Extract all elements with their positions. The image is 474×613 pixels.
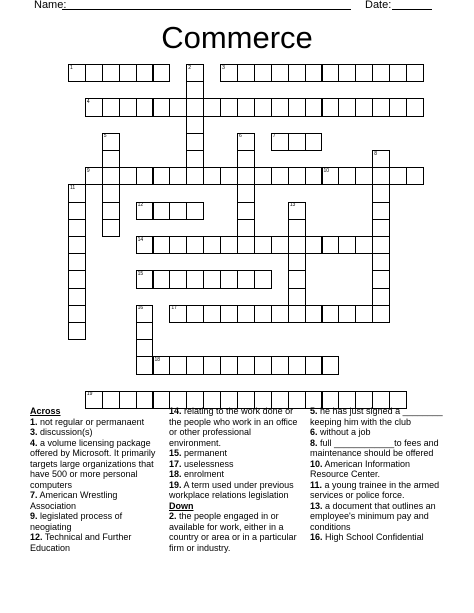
grid-cell[interactable]	[85, 98, 103, 116]
grid-cell[interactable]	[68, 322, 86, 340]
cell-number: 12	[137, 202, 144, 209]
clues-column-2	[169, 406, 304, 553]
clue-text: High School Confidential	[325, 532, 424, 542]
grid-cell[interactable]	[288, 133, 306, 151]
clue-text: a young trainee in the armed services or police force.	[310, 479, 440, 500]
page-title: Commerce	[161, 20, 313, 55]
clue-number: 7.	[30, 490, 38, 500]
grid-cell[interactable]	[338, 305, 356, 323]
cell-number: 9	[86, 167, 90, 174]
grid-cell[interactable]	[220, 270, 238, 288]
grid-cell[interactable]	[220, 64, 238, 82]
grid-cell[interactable]	[322, 64, 340, 82]
grid-cell[interactable]	[254, 356, 272, 374]
grid-cell[interactable]	[220, 98, 238, 116]
clue-number: 5.	[310, 406, 318, 416]
cell-number: 11	[70, 184, 76, 191]
grid-cell[interactable]	[237, 64, 255, 82]
grid-cell[interactable]	[389, 98, 407, 116]
grid-cell[interactable]	[119, 64, 137, 82]
name-field[interactable]	[62, 9, 351, 10]
grid-cell[interactable]	[305, 356, 323, 374]
grid-cell[interactable]	[153, 236, 171, 254]
grid-cell[interactable]	[305, 64, 323, 82]
clue-text: Technical and Further Education	[30, 532, 132, 553]
clues-column-1	[30, 406, 162, 553]
grid-cell[interactable]	[271, 167, 289, 185]
grid-cell[interactable]	[68, 236, 86, 254]
down-heading: Down	[169, 500, 194, 511]
grid-cell[interactable]	[85, 64, 103, 82]
grid-cell[interactable]	[372, 64, 390, 82]
grid-cell[interactable]	[372, 219, 390, 237]
clue-number: 15.	[169, 448, 182, 458]
grid-cell[interactable]	[136, 202, 154, 220]
clue-text: a document that outlines an employee's minimum pay and conditions	[310, 500, 436, 532]
grid-cell[interactable]	[305, 167, 323, 185]
grid-cell[interactable]	[372, 150, 390, 168]
clue-number: 16.	[310, 532, 323, 542]
grid-cell[interactable]	[186, 98, 204, 116]
grid-cell[interactable]	[102, 202, 120, 220]
grid-cell[interactable]	[237, 167, 255, 185]
grid-cell[interactable]	[355, 167, 373, 185]
clue-text: a volume licensing package offered by Microsoft. It primarily targets large organizations that have 500 or more personal computers	[30, 437, 156, 490]
grid-cell[interactable]	[355, 64, 373, 82]
cell-number: 3	[222, 64, 225, 71]
grid-cell[interactable]	[322, 305, 340, 323]
clue-number: 6.	[310, 427, 318, 437]
grid-cell[interactable]	[68, 270, 86, 288]
grid-cell[interactable]	[254, 305, 272, 323]
grid-cell[interactable]	[372, 253, 390, 271]
date-field[interactable]	[392, 9, 432, 10]
clue-item	[169, 459, 304, 470]
grid-cell[interactable]	[169, 305, 187, 323]
clue-number: 14.	[169, 406, 182, 416]
clue-text: American Wrestling Association	[30, 490, 118, 511]
grid-cell[interactable]	[136, 339, 154, 357]
clue-text: he has just signed a ________ keeping him with the club	[310, 406, 443, 427]
grid-cell[interactable]	[406, 167, 424, 185]
across-clue-list	[169, 406, 304, 501]
clue-text: legislated process of neogiating	[30, 511, 123, 532]
grid-cell[interactable]	[102, 219, 120, 237]
grid-cell[interactable]	[254, 236, 272, 254]
grid-cell[interactable]	[186, 81, 204, 99]
cell-number: 17	[171, 305, 177, 312]
cell-number: 5	[103, 133, 107, 140]
grid-cell[interactable]	[271, 305, 289, 323]
grid-cell[interactable]	[220, 236, 238, 254]
grid-cell[interactable]	[186, 64, 204, 82]
grid-cell[interactable]	[288, 167, 306, 185]
grid-cell[interactable]	[102, 150, 120, 168]
grid-cell[interactable]	[102, 167, 120, 185]
cell-number: 1	[70, 64, 73, 71]
grid-cell[interactable]	[68, 184, 86, 202]
grid-cell[interactable]	[254, 64, 272, 82]
grid-cell[interactable]	[153, 356, 171, 374]
clue-item	[169, 406, 304, 448]
across-clue-list	[30, 417, 162, 554]
grid-cell[interactable]	[322, 236, 340, 254]
grid-cell[interactable]	[186, 116, 204, 134]
grid-cell[interactable]	[237, 219, 255, 237]
clue-text: the people engaged in or available for work, either in a country or area or in a particular firm or industry.	[169, 511, 297, 553]
grid-cell[interactable]	[119, 167, 137, 185]
cell-number: 6	[239, 133, 242, 140]
grid-cell[interactable]	[186, 202, 204, 220]
grid-cell[interactable]	[169, 270, 187, 288]
cell-number: 18	[154, 356, 161, 363]
down-clue-list	[310, 406, 445, 543]
grid-cell[interactable]	[186, 356, 204, 374]
grid-cell[interactable]	[102, 98, 120, 116]
cell-number: 13	[289, 202, 296, 209]
grid-cell[interactable]	[288, 219, 306, 237]
grid-cell[interactable]	[153, 98, 171, 116]
grid-cell[interactable]	[237, 133, 255, 151]
clue-number: 8.	[310, 437, 318, 448]
clue-text: without a job	[320, 427, 371, 437]
clue-number: 4.	[30, 437, 38, 448]
grid-cell[interactable]	[355, 98, 373, 116]
grid-cell[interactable]	[220, 356, 238, 374]
clue-number: 11.	[310, 479, 323, 490]
grid-cell[interactable]	[203, 167, 221, 185]
grid-cell[interactable]	[136, 98, 154, 116]
clue-item	[310, 532, 445, 543]
grid-cell[interactable]	[372, 270, 390, 288]
clue-number: 19.	[169, 479, 182, 490]
clue-item	[30, 532, 162, 553]
grid-cell[interactable]	[288, 98, 306, 116]
clue-item	[310, 427, 445, 438]
grid-cell[interactable]	[406, 98, 424, 116]
grid-cell[interactable]	[288, 270, 306, 288]
grid-cell[interactable]	[136, 322, 154, 340]
clue-text: enrolment	[184, 469, 225, 479]
grid-cell[interactable]	[355, 236, 373, 254]
clue-item	[310, 406, 445, 427]
clue-item	[310, 501, 445, 533]
grid-cell[interactable]	[338, 167, 356, 185]
grid-cell[interactable]	[237, 98, 255, 116]
clue-text: discussion(s)	[40, 427, 93, 437]
grid-cell[interactable]	[203, 356, 221, 374]
clue-text: relating to the work done or the people who work in an office or other professional environment.	[169, 406, 298, 448]
grid-cell[interactable]	[237, 184, 255, 202]
grid-cell[interactable]	[288, 305, 306, 323]
clue-text: not regular or permanaent	[40, 416, 145, 427]
grid-cell[interactable]	[68, 288, 86, 306]
cell-number: 8	[374, 150, 377, 157]
grid-cell[interactable]	[186, 270, 204, 288]
clue-number: 17.	[169, 458, 182, 469]
grid-cell[interactable]	[85, 167, 103, 185]
clue-item	[30, 438, 162, 491]
grid-cell[interactable]	[68, 219, 86, 237]
grid-cell[interactable]	[305, 305, 323, 323]
grid-cell[interactable]	[237, 236, 255, 254]
grid-cell[interactable]	[153, 64, 171, 82]
clue-number: 18.	[169, 469, 182, 479]
grid-cell[interactable]	[372, 288, 390, 306]
clue-text: uselessness	[184, 458, 234, 469]
grid-cell[interactable]	[136, 356, 154, 374]
grid-cell[interactable]	[169, 167, 187, 185]
grid-cell[interactable]	[237, 202, 255, 220]
grid-cell[interactable]	[271, 236, 289, 254]
grid-cell[interactable]	[355, 305, 373, 323]
grid-cell[interactable]	[254, 98, 272, 116]
clue-item	[310, 480, 445, 501]
grid-cell[interactable]	[68, 64, 86, 82]
grid-cell[interactable]	[136, 305, 154, 323]
grid-cell[interactable]	[271, 64, 289, 82]
down-clue-list	[169, 511, 304, 553]
grid-cell[interactable]	[389, 64, 407, 82]
cell-number: 14	[137, 236, 144, 243]
grid-cell[interactable]	[203, 270, 221, 288]
grid-cell[interactable]	[237, 305, 255, 323]
grid-cell[interactable]	[305, 236, 323, 254]
grid-cell[interactable]	[254, 167, 272, 185]
clue-text: American Information Resource Center.	[310, 458, 411, 479]
name-label: Name:	[34, 0, 67, 11]
grid-cell[interactable]	[322, 356, 340, 374]
cell-number: 16	[137, 305, 144, 312]
clue-item	[30, 417, 162, 428]
clue-number: 1.	[30, 416, 38, 427]
grid-cell[interactable]	[271, 98, 289, 116]
grid-cell[interactable]	[68, 202, 86, 220]
cell-number: 19	[86, 391, 93, 398]
grid-cell[interactable]	[322, 167, 340, 185]
grid-cell[interactable]	[372, 236, 390, 254]
grid-cell[interactable]	[372, 167, 390, 185]
grid-cell[interactable]	[406, 64, 424, 82]
clue-number: 10.	[310, 458, 323, 469]
grid-cell[interactable]	[322, 98, 340, 116]
grid-cell[interactable]	[203, 236, 221, 254]
grid-cell[interactable]	[136, 64, 154, 82]
clue-number: 12.	[30, 532, 43, 542]
grid-cell[interactable]	[136, 167, 154, 185]
grid-cell[interactable]	[169, 202, 187, 220]
grid-cell[interactable]	[288, 202, 306, 220]
grid-cell[interactable]	[288, 288, 306, 306]
across-heading: Across	[30, 406, 61, 416]
grid-cell[interactable]	[372, 202, 390, 220]
clue-item	[30, 490, 162, 511]
grid-cell[interactable]	[389, 167, 407, 185]
grid-cell[interactable]	[338, 98, 356, 116]
clue-number: 2.	[169, 511, 177, 521]
date-label: Date:	[365, 0, 392, 11]
grid-cell[interactable]	[203, 98, 221, 116]
clue-item	[169, 511, 304, 553]
clue-text: permanent	[184, 448, 228, 458]
grid-cell[interactable]	[305, 133, 323, 151]
grid-cell[interactable]	[153, 202, 171, 220]
grid-cell[interactable]	[271, 133, 289, 151]
cell-number: 10	[323, 167, 330, 174]
grid-cell[interactable]	[102, 184, 120, 202]
grid-cell[interactable]	[136, 270, 154, 288]
grid-cell[interactable]	[68, 305, 86, 323]
clue-number: 13.	[310, 500, 323, 511]
grid-cell[interactable]	[220, 305, 238, 323]
cell-number: 4	[86, 98, 90, 105]
clue-number: 9.	[30, 511, 38, 521]
clue-item	[310, 438, 445, 459]
grid-cell[interactable]	[338, 64, 356, 82]
grid-cell[interactable]	[153, 167, 171, 185]
grid-cell[interactable]	[119, 98, 137, 116]
grid-cell[interactable]	[68, 253, 86, 271]
grid-cell[interactable]	[186, 150, 204, 168]
grid-cell[interactable]	[372, 305, 390, 323]
clue-item	[169, 480, 304, 501]
clue-item	[169, 469, 304, 480]
grid-cell[interactable]	[372, 184, 390, 202]
grid-cell[interactable]	[186, 133, 204, 151]
grid-cell[interactable]	[169, 236, 187, 254]
grid-cell[interactable]	[237, 356, 255, 374]
grid-cell[interactable]	[102, 64, 120, 82]
grid-cell[interactable]	[186, 167, 204, 185]
cell-number: 7	[272, 133, 276, 140]
clue-item	[30, 427, 162, 438]
grid-cell[interactable]	[237, 150, 255, 168]
clue-item	[30, 511, 162, 532]
grid-cell[interactable]	[186, 305, 204, 323]
grid-cell[interactable]	[169, 98, 187, 116]
grid-cell[interactable]	[153, 270, 171, 288]
clue-number: 3.	[30, 427, 38, 437]
grid-cell[interactable]	[220, 167, 238, 185]
grid-cell[interactable]	[288, 64, 306, 82]
grid-cell[interactable]	[186, 236, 204, 254]
grid-cell[interactable]	[271, 356, 289, 374]
grid-cell[interactable]	[305, 98, 323, 116]
grid-cell[interactable]	[237, 270, 255, 288]
grid-cell[interactable]	[136, 236, 154, 254]
grid-cell[interactable]	[288, 253, 306, 271]
clue-text: full ____________to fees and maintenance should be offered	[310, 437, 439, 458]
grid-cell[interactable]	[372, 98, 390, 116]
grid-cell[interactable]	[288, 236, 306, 254]
grid-cell[interactable]	[102, 133, 120, 151]
grid-cell[interactable]	[203, 305, 221, 323]
grid-cell[interactable]	[288, 356, 306, 374]
grid-cell[interactable]	[169, 356, 187, 374]
clue-item	[310, 459, 445, 480]
cell-number: 2	[188, 64, 192, 71]
grid-cell[interactable]	[254, 270, 272, 288]
clues-column-3	[310, 406, 445, 543]
grid-cell[interactable]	[338, 236, 356, 254]
clue-text: A term used under previous workplace relations legislation	[169, 479, 294, 500]
cell-number: 15	[137, 270, 144, 277]
clue-item	[169, 448, 304, 459]
